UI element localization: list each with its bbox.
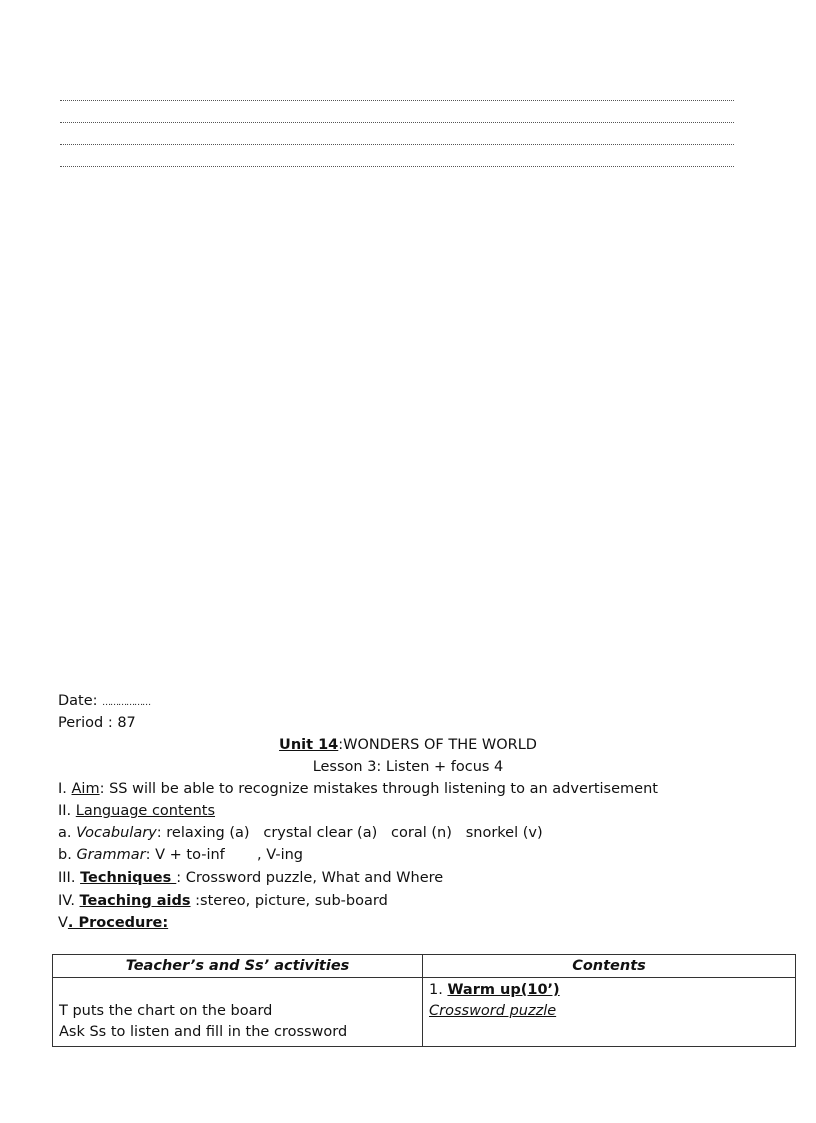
procedure-line xyxy=(58,913,168,933)
header-activities: Teacher’s and Ss’ activities xyxy=(53,955,423,978)
dotted-line-3 xyxy=(60,144,734,145)
procedure-prefix: V xyxy=(58,915,68,931)
activity-line-1: T puts the chart on the board xyxy=(59,1003,273,1019)
techniques-label: Techniques xyxy=(80,870,177,886)
teaching-aids-text: :stereo, picture, sub-board xyxy=(190,893,388,909)
header-contents: Contents xyxy=(423,955,796,978)
unit-title xyxy=(0,735,816,755)
warm-up-label: Warm up(10’) xyxy=(447,982,560,998)
dotted-line-2 xyxy=(60,122,734,123)
aim-text: : SS will be able to recognize mistakes through listening to an advertisement xyxy=(99,781,658,797)
language-line xyxy=(58,801,215,821)
procedure-table xyxy=(52,954,796,1047)
lesson-title: Lesson 3: Listen + focus 4 xyxy=(312,759,504,775)
grammar-prefix: b. xyxy=(58,847,77,863)
contents-cell xyxy=(423,978,796,1047)
crossword-puzzle-label: Crossword puzzle xyxy=(429,1003,557,1019)
date-label: Date: xyxy=(58,693,98,709)
unit-sep: : xyxy=(338,737,344,753)
techniques-text: : Crossword puzzle, What and Where xyxy=(176,870,444,886)
teaching-aids-prefix: IV. xyxy=(58,893,80,909)
aim-label: Aim xyxy=(71,781,100,797)
language-label: Language contents xyxy=(75,803,216,819)
unit-name: WONDERS OF THE WORLD xyxy=(343,737,537,753)
procedure-label: . Procedure: xyxy=(67,915,169,931)
vocabulary-prefix: a. xyxy=(58,825,77,841)
aim-prefix: I. xyxy=(58,781,72,797)
teaching-aids-line xyxy=(58,891,388,911)
table-row xyxy=(53,978,796,1047)
language-prefix: II. xyxy=(58,803,76,819)
grammar-label: Grammar xyxy=(76,847,146,863)
grammar-line xyxy=(58,845,303,865)
grammar-text: : V + to-inf , V-ing xyxy=(145,847,303,863)
dotted-line-4 xyxy=(60,166,734,167)
vocabulary-line xyxy=(58,823,543,843)
vocabulary-label: Vocabulary xyxy=(76,825,157,841)
date-line xyxy=(58,691,150,713)
dotted-line-1 xyxy=(60,100,734,101)
teaching-aids-label: Teaching aids xyxy=(79,893,191,909)
aim-line xyxy=(58,779,658,799)
period-line: Period : 87 xyxy=(58,715,136,731)
vocabulary-text: : relaxing (a) crystal clear (a) coral (n) snorkel (v) xyxy=(156,825,543,841)
unit-number: Unit 14 xyxy=(279,737,339,753)
activity-line-2: Ask Ss to listen and fill in the crossword xyxy=(59,1024,348,1040)
date-value: ……………… xyxy=(102,698,151,708)
table-header-row xyxy=(53,955,796,978)
warm-up-prefix: 1. xyxy=(429,982,448,998)
techniques-prefix: III. xyxy=(58,870,81,886)
warm-up-heading xyxy=(429,980,789,1001)
techniques-line xyxy=(58,868,443,888)
activities-cell xyxy=(53,978,423,1047)
